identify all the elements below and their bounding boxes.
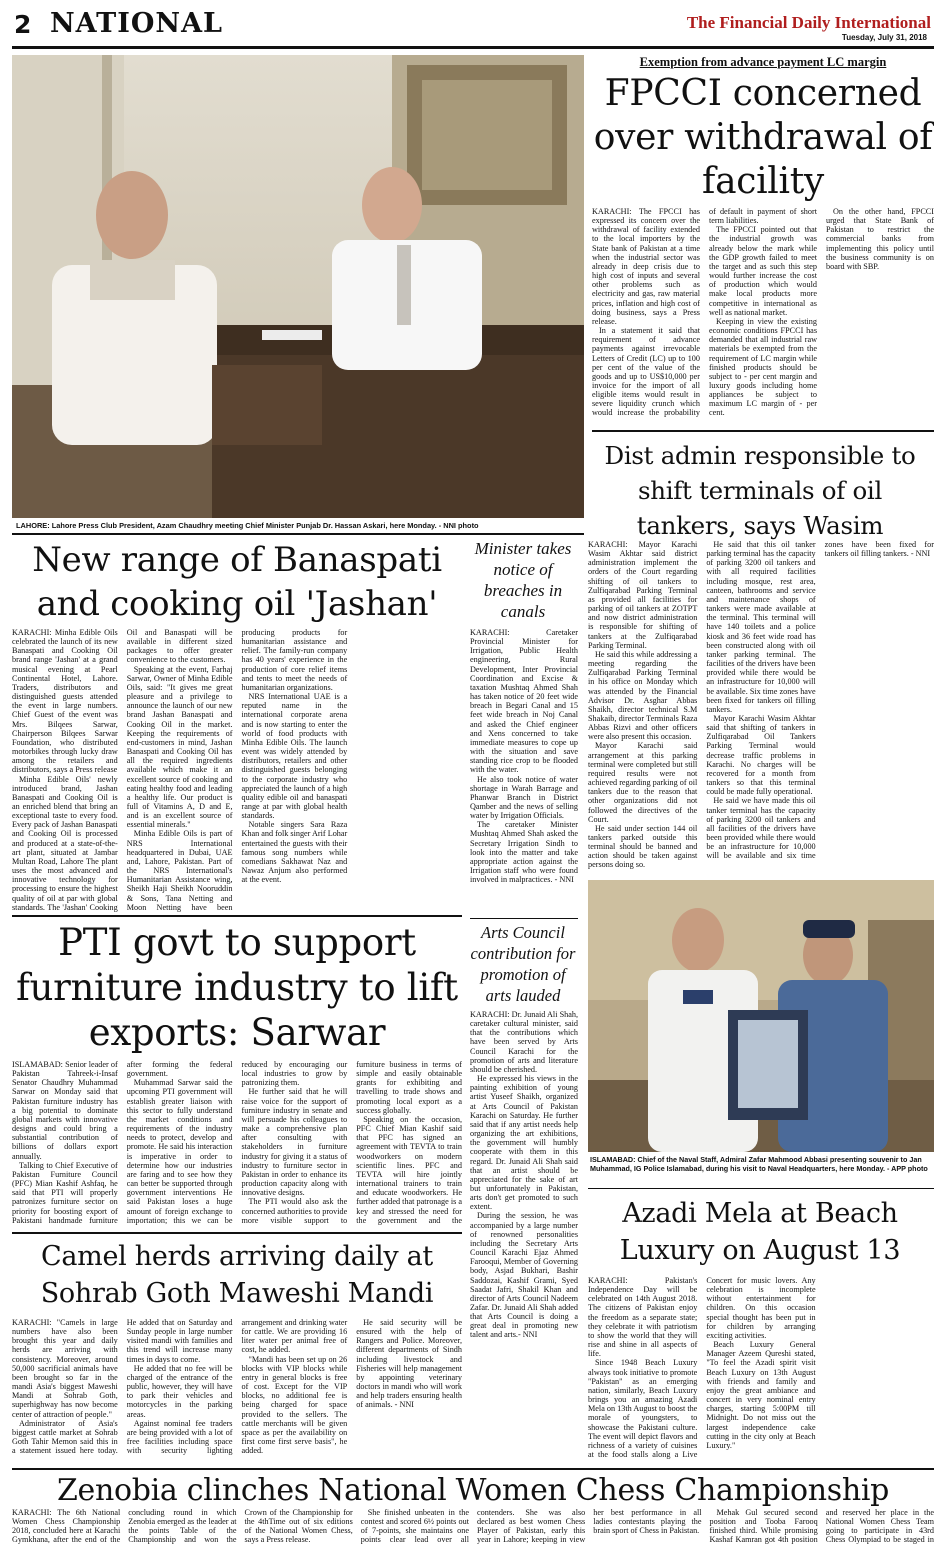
chess-top-rule — [12, 1468, 934, 1470]
story-paragraph: KARACHI: "Camels in large numbers have also been brought this year and daily herds are arriving with consistency. Moreover, around 50,000 sacrificial animals have been brought so far in the mandi Asia's biggest Maweshi Mandi at Sohrab Goth, superhighway has now become center of attraction of people." — [12, 1318, 118, 1419]
masthead — [0, 0, 945, 52]
story-paragraph: He added that no fee will be charged of the entrance of the public, however, they will have to park their vehicles and motorcycles in the parking areas. — [126, 1363, 233, 1419]
naval-chief-photo — [588, 880, 934, 1152]
pti-story — [12, 1060, 462, 1232]
story-paragraph: She finished unbeaten in the contest and scored 6½ points out of 7-points, she maintains one points clear lead over all contenders. She was also declared as best women Chess Player of Pakistan, early this year in Lahore; keeping in view her best performance in all ladies contestants playing the brain sport of Chess in Pakistan. — [360, 1508, 702, 1545]
chess-story — [12, 1508, 934, 1550]
page-number: 2 — [14, 10, 32, 39]
fpcci-story — [592, 207, 934, 432]
lahore-press-club-photo — [12, 55, 584, 518]
fpcci-kicker: Exemption from advance payment LC margin — [639, 55, 887, 69]
camel-story — [12, 1318, 462, 1464]
masthead-rule — [12, 46, 934, 49]
photo1-caption: LAHORE: Lahore Press Club President, Azam Chaudhry meeting Chief Minister Punjab Dr. Hassan Askari, here Monday. - NNI photo — [16, 521, 479, 530]
story-paragraph: The PTI would also ask the concerned authorities to provide more visible support to furniture business in terms of simple and easily obtainable grants for exhibiting and travelling to trade shows and promoting local export as a success globally. — [241, 1060, 462, 1225]
dist-story — [588, 540, 934, 875]
story-paragraph: KARACHI: Pakistan's Independence Day will be celebrated on 14th August 2018. The citizens of Pakistan enjoy the freedom as a separate state; they celebrate it with patriotism to show the world that they will rise and shine in all aspects of life. — [588, 1276, 698, 1359]
azadi-headline: Azadi Mela at Beach Luxury on August 13 — [619, 1198, 901, 1266]
section-title: NATIONAL — [50, 8, 224, 39]
camel-headline: Camel herds arriving daily at Sohrab Goth Maweshi Mandi — [40, 1241, 434, 1309]
minister-story — [470, 628, 578, 918]
issue-date: Tuesday, July 31, 2018 — [841, 33, 927, 42]
story-paragraph: Speaking at the event, Farhaj Sarwar, Owner of Minha Edible Oils, said: "It gives me great pleasure and a privilege to announce the launch of our new brand Jashan Banaspati and Cooking Oil in the market. Keeping the requirements of end-customers in mind, Jashan Banaspati and Cooking Oil has all the required ingredients available which make it an excellent source of cooking and eating healthy food and leading a healthy life. Our product is full of Vitamins A, D and E, and is an excellent source of essential minerals." — [126, 664, 233, 830]
chess-headline: Zenobia clinches National Women Chess Championship — [56, 1474, 890, 1508]
dist-headline: Dist admin responsible to shift terminals of oil tankers, says Wasim — [604, 441, 916, 540]
story-paragraph: KARACHI: Minha Edible Oils celebrated the launch of its new Banaspati and Cooking Oil brand range 'Jashan' at a grand musical evening at Pearl Continental Hotel, Lahore. Traders, distributors and distinguished guests attended the event in large numbers. Chief Guest of the event was Mrs. Bilqees Sarwar, Chairperson Bilqees Sarwar Foundation, who distributed motorbikes through lucky draw among the retailers and distributors, says a Press release — [12, 628, 118, 775]
story-paragraph: Notable singers Sara Raza Khan and folk singer Arif Lohar entertained the guests with their famous song numbers while comedians Sakhawat Naz and Nawaz Anjum also performed at the event. — [241, 820, 348, 885]
arts-headline: Arts Council contribution for promotion of arts lauded — [470, 923, 576, 1005]
photo1-rule — [12, 533, 584, 535]
jashan-headline: New range of Banaspati and cooking oil 'Jashan' — [32, 540, 442, 624]
photo2-caption: ISLAMABAD: Chief of the Naval Staff, Admiral Zafar Mahmood Abbasi presenting souvenir to Jan Muhammad, IG Police Islamabad, during his visit to Naval Headquarters, here Monday. - APP photo — [590, 1155, 928, 1173]
story-paragraph: Mayor Karachi said arrangement at this parking terminal were completed but still required results were not achieved regarding parking of oil tankers due to the reason that other organizations did not followed the directives of the Court. — [588, 741, 698, 824]
story-paragraph: He said that this oil tanker parking terminal has the capacity of parking 3200 oil tankers and with all required facilities including mosque, rest area, canteen, bathrooms and service and maintenance shops of tankers were made available at the terminal. This terminal will have 140 toilets and a police kiosk and 36 feet wide road has been constructed along with oil tanker parking terminal. The facilities of the drivers have been provided while there would be an infrastructure for 10,000 will be available. Six time zones have been fixed for tankers oil filling tankers. — [706, 540, 816, 714]
minister-headline: Minister takes notice of breaches in canals — [474, 539, 572, 621]
story-paragraph: Against nominal fee traders are being provided with a lot of free facilities including space with security lighting arrangement and drinking water for cattle. We are providing 16 liter water per animal free of cost, he added. — [126, 1318, 348, 1456]
story-paragraph: He said we have made this oil tanker terminal has the capacity of parking 3200 oil tankers and all facilities of the drivers have been provided while there would be an infrastructure for 10,000 will be available and six time zones have been fixed for tankers oil filling tankers. - NNI — [706, 540, 934, 861]
story-paragraph: On the other hand, FPCCI urged that State Bank of Pakistan to restrict the commercial banks from implementing this policy until the business community is on board with SBP. — [826, 207, 934, 271]
story-paragraph: Mayor Karachi Wasim Akhtar said that shifting of tankers in Zulfiqarabad Oil Tankers Parking Terminal would decrease traffic problems in Karachi. No charges will be recovered for a month from tankers so that this terminal could be made fully operational. — [706, 713, 816, 797]
story-paragraph: ISLAMABAD: Senior leader of Pakistan Tahreek-i-Insaf Senator Chaudhry Muhammad Sarwar on Monday said that Pakistan furniture industry has a big potential to dominate global markets with innovative designs and could bring a substantial contribution of billions of dollars export annually. — [12, 1060, 118, 1161]
jashan-story — [12, 628, 462, 914]
story-paragraph: During the session, he was accompanied by a large number of renowned personalities including the Secretary Arts Council Karachi Ejaz Ahmed Farooqui, Member of Governing body, Asjad Bukhari, Bashir Saddozai, Kashif Grami, Syed Saadat Jafri, Shakil Khan and director of Arts Council Nadeem Zafar. Dr. Junaid Ali Shah added that Arts Council is doing a great deal in promoting new talent and arts.- NNI — [470, 1211, 578, 1340]
story-paragraph: Since 1948 Beach Luxury always took initiative to promote "Pakistan" as an emerging nation, similarly, Beach Luxury brings you an amazing Azadi Mela on 13th August to boost the morale of youngsters, to showcase the Pakistani culture. The event will depict flavors and richness of a variety of cuisines at the food stalls along a Live Concert for music lovers. Any celebration is incomplete without entertainment for children. On this occasion special thought has been put in for children by arranging exciting activities. — [588, 1276, 816, 1459]
story-paragraph: Mehak Gul secured second position and Tooba Farooq finished third. While promising Kashaf Kamran got 4th position and reserved her place in the National Women Chess Team going to participate in 43rd Chess Olympiad to be staged in — [709, 1508, 934, 1545]
story-paragraph: Speaking on the occasion, PFC Chief Mian Kashif said that PFC has signed an agreement with TEVTA to train woodworkers on modern scientific lines. PFC and TEVTA will hire jointly international trainers to train and educate woodworkers. He further added that patronage is a key and stressed the need for the government and the — [356, 1114, 462, 1225]
story-paragraph: Minha Edible Oils is part of NRS International headquartered in Dubai, UAE and, Lahore, Pakistan. Part of the NRS International's Humanitarian Assistance wing, Sheikh Haji Sheikh Nooruddin & Sons, Tana Netting and Moon Netting have been producing products for humanitarian assistance and relief. The family-run company has 40 years' experience in the production of core relief items and tents to meet the needs of humanitarian organizations. — [126, 628, 348, 912]
story-paragraph: KARACHI: Dr. Junaid Ali Shah, caretaker cultural minister, said that the contributions which have been served by Arts Council Karachi for the promotion of arts and literature should be cherished. — [470, 1010, 578, 1074]
story-paragraph: NRS International UAE is a reputed name in the international corporate arena and is now starting to enter the world of food products with Minha Edible Oils. The launch event was widely attended by distributors, retailers and other distinguished guests belonging to the corporate industry who appreciated the launch of a high quality edible oil and banaspati range at par with global health standards. — [241, 692, 348, 821]
story-paragraph: He also took notice of water shortage in Warah Barrage and Phanwar Branch in District Qamber and the news of selling water by Irrigation Officials. — [470, 774, 578, 821]
fpcci-headline: FPCCI concerned over withdrawal of facility — [593, 73, 933, 202]
story-paragraph: He said security will be ensured with the help of Rangers and Police. Moreover, different departments of Sindh including livestock and Fisheries will help management by appointing veterinary doctors in mandi who will work and help traders ensuring health of animals. - NNI — [356, 1318, 462, 1410]
story-paragraph: Talking to Chief Executive of Pakistan Furniture Council (PFC) Mian Kashif Ashfaq, he said that PTI will properly patronizes furniture sector on priority for boosting export of Pakistani handmade furniture after forming the federal government. — [12, 1060, 233, 1225]
azadi-story — [588, 1276, 934, 1464]
story-paragraph: The FPCCI pointed out that the industrial growth was already below the mark while the GDP growth failed to meet the target and as such this step would further increase the cost of production which would make local products more competitive in international as well as national market. — [709, 225, 817, 317]
story-paragraph: In a statement it said that requirement of advance payments against irrevocable Letters of Credit (LC) up to 100 per cent of the value of the goods and up to US$10,000 per invoice for the import of all eligible items would result in severe liquidity crunch which would increase the probability of default in payment of short term liabilities. — [592, 207, 817, 418]
story-paragraph: Minha Edible Oils' newly introduced brand, Jashan Banaspati and Cooking Oil is an enriched blend that bring an exceptional taste to every food. Every pack of Jashan Banaspati and Cooking Oil is processed and produced at a state-of-the-art plant, situated at Jambar Multan Road, Lahore The plant uses the most advanced and innovative technology for processing to ensure the highest quality of oil at par with global standards. The 'Jashan' Cooking Oil and Banaspati will be available in different sized packages to offer greater convenience to the customers. — [12, 628, 233, 912]
story-paragraph: He said this while addressing a meeting regarding the Zulfiqarabad Parking Terminal in his office on Monday which was attended by the Financial Advisor Dr. Asghar Abbas Shaikh, director technical S.M Shakaib, director Terminals Raza Abbas Rizvi and other officers were also present this occasion. — [588, 649, 698, 742]
story-paragraph: Beach Luxury General Manager Azeem Qureshi stated, "To feel the Azadi spirit visit Beach Luxury on 13th August with friends and family and enjoy the great ambiance and concert in very nominal entry charges, starting 5:00PM till Midnight. Do not miss out the largest independence cake cutting in the city only at Beach Luxury." — [706, 1340, 816, 1450]
story-paragraph: The caretaker Minister Mushtaq Ahmed Shah asked the Secretary Irrigation Sindh to look into the matter and take appropriate action against the Irrigation staff who were found involved in malpractices. - NNI — [470, 820, 578, 885]
minister-rule — [470, 918, 578, 919]
story-paragraph: Keeping in view the existing economic conditions FPCCI has demanded that all industrial raw materials be exempted from the requirement of LC margin while finished products should be subject to - per cent margin and luxury goods including home appliances be subject to maximum LC margin of - per cent. — [709, 316, 817, 418]
story-paragraph: KARACHI: Mayor Karachi Wasim Akhtar said district administration implement the orders of the Court regarding shifting of oil tankers to Zulfiqarabad Parking Terminal as provided all facilities for parking of oil tankers at ZOTPT and now district administration is responsible for shifting of tankers at the Zulfiqarabad Parking Terminal. — [588, 540, 698, 650]
jashan-rule — [12, 915, 462, 917]
story-paragraph: He expressed his views in the painting exhibition of young artist Yuseef Shaikh, organized at Arts Council of Pakistan Karachi on Saturday. He further said that if any artist needs help organizing the art exhibitions, the government will humbly cooperate with them in this regard. Dr. Junaid Ali Shah said that an artist should be appreciated for the sake of art but unfortunately in Pakistan, arts don't get promoted to such extent. — [470, 1074, 578, 1212]
pti-headline: PTI govt to support furniture industry to lift exports: Sarwar — [16, 921, 458, 1054]
paper-name: The Financial Daily International — [686, 13, 931, 32]
fpcci-rule — [592, 430, 934, 432]
pti-rule — [12, 1232, 462, 1234]
photo2-rule — [588, 1188, 934, 1189]
story-paragraph: "Mandi has been set up on 26 blocks with VIP blocks while entry in general blocks is free of cost. Except for the VIP blocks, no additional fee is being charged for space provided to the sellers. The cattle merchants will be given space as per the availability on first come first serve basis", he added. — [241, 1354, 348, 1456]
arts-story — [470, 1010, 578, 1380]
story-paragraph: He said under section 144 oil tankers parked outside this terminal should be banned and action should be taken against persons doing so. — [588, 823, 698, 870]
story-paragraph: KARACHI: The 6th National Women Chess Championship 2018, concluded here at Karachi Gymkhana, after the end of the concluding round in which Zenobia emerged as the leader at the points Table of the Championship and won the Crown of the Championship for the 4thTime out of six editions of the National Women Chess, says a Press release. — [12, 1508, 353, 1545]
story-paragraph: Muhammad Sarwar said the upcoming PTI government will establish greater liaison with this sector to fully understand the market conditions and requirements of the industry needs to protect, develop and promote. He said his interaction is imperative in order to determine how our industries are faring and to see how they can better be supported through government interventions He said Pakistan loses a huge amount of foreign exchange to importation; this we can be reduced by encouraging our local industries to grow by patronizing them. — [126, 1060, 348, 1225]
story-paragraph: KARACHI: The FPCCI has expressed its concern over the withdrawal of facility extended to the local importers by the State bank of Pakistan at a time when the industrial sector was already in deep crisis due to high cost of inputs and several other problems such as electricity and gas, raw material prices, inflation and high cost of doing business, says a Press release. — [592, 207, 700, 326]
story-paragraph: Administrator of Asia's biggest cattle market at Sohrab Goth Tahir Memon said this in a statement issued here today. He added that on Saturday and Sunday people in large number visited mandi with families and this trend will increase many times in days to come. — [12, 1318, 233, 1456]
story-paragraph: KARACHI: Caretaker Provincial Minister for Irrigation, Public Health engineering, Rural Development, Inter Provincial Coordination and Excise & taxation Mushtaq Ahmed Shah has taken notice of 20 feet wide breach in Begari Canal and 15 feet wide breach in Noj Canal and asked the Chief engineer and Xens concerned to take immediate measures to cope up with the situation and save standing rice crop to be flooded with the water. — [470, 628, 578, 775]
story-paragraph: He further said that he will raise voice for the support of furniture industry in senate and will persuade his colleagues to make a comprehensive plan after consulting with stakeholders in furniture industry for giving it a status of industry to furniture sector in Pakistan in order to enhance its production capacity along with innovative designs. — [241, 1087, 348, 1198]
